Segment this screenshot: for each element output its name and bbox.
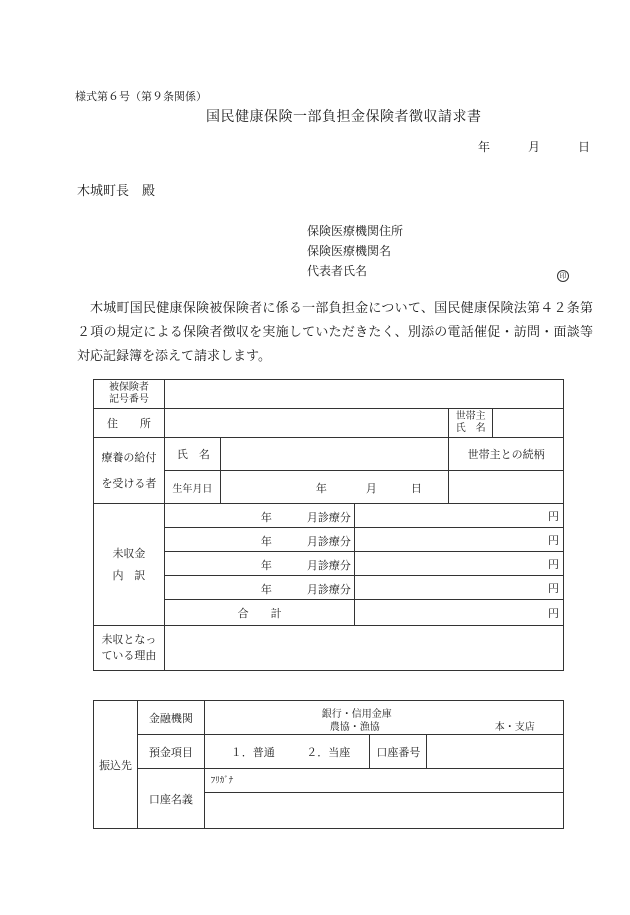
applicant-name-label: 保険医療機関名 xyxy=(307,244,392,258)
account-holder-label: 口座名義 xyxy=(137,769,204,829)
addressee: 木城町長 殿 xyxy=(77,184,156,199)
patient-name-field[interactable] xyxy=(220,438,448,471)
relation-label: 世帯主との続柄 xyxy=(449,438,564,471)
householder-field[interactable] xyxy=(493,409,564,438)
unpaid-amount-1[interactable]: 円 xyxy=(355,504,564,528)
birthdate-field[interactable]: 年 月 日 xyxy=(220,471,448,504)
unpaid-period-4[interactable]: 年 月診療分 xyxy=(164,576,355,600)
unpaid-amount-4[interactable]: 円 xyxy=(355,576,564,600)
address-field[interactable] xyxy=(164,409,448,438)
transfer-destination-label: 振込先 xyxy=(94,701,138,829)
account-number-field[interactable] xyxy=(427,735,564,769)
document-title: 国民健康保険一部負担金保険者徴収請求書 xyxy=(206,109,482,125)
unpaid-period-1[interactable]: 年 月診療分 xyxy=(164,504,355,528)
unpaid-amount-3[interactable]: 円 xyxy=(355,552,564,576)
furigana-field[interactable]: ﾌﾘｶﾞﾅ xyxy=(204,769,563,793)
address-label: 住 所 xyxy=(94,409,165,438)
date-day: 日 xyxy=(578,140,591,154)
request-body-text: 木城町国民健康保険被保険者に係る一部負担金について、国民健康保険法第４２条第２項の規定による保険者徴収を実施していただきたく、別添の電話催促・訪問・面談等対応記録簿を添えて請求します。 xyxy=(77,301,593,364)
unpaid-breakdown-label: 未収金 内 訳 xyxy=(94,504,165,626)
total-label: 合 計 xyxy=(164,600,355,626)
unpaid-period-3[interactable]: 年 月診療分 xyxy=(164,552,355,576)
deposit-type-label: 預金項目 xyxy=(137,735,204,769)
insured-number-label: 被保険者 記号番号 xyxy=(94,380,165,409)
deposit-type-options[interactable]: １．普通 ２．当座 xyxy=(204,735,370,769)
birthdate-label: 生年月日 xyxy=(164,471,220,504)
representative-label: 代表者氏名 xyxy=(307,264,368,278)
date-month: 月 xyxy=(528,140,541,154)
recipient-label: 療養の給付 を受ける者 xyxy=(94,438,165,504)
total-amount[interactable]: 円 xyxy=(355,600,564,626)
relation-field[interactable] xyxy=(449,471,564,504)
unpaid-reason-field[interactable] xyxy=(164,626,563,671)
account-holder-field[interactable] xyxy=(204,793,563,829)
account-number-label: 口座番号 xyxy=(370,735,427,769)
seal-mark: 印 xyxy=(557,263,569,282)
form-number: 様式第６号（第９条関係） xyxy=(75,90,207,103)
date-year: 年 xyxy=(478,140,491,154)
bank-transfer-table xyxy=(93,700,564,829)
insured-number-field[interactable] xyxy=(164,380,563,409)
householder-label: 世帯主 氏 名 xyxy=(449,409,493,438)
bank-field[interactable]: 銀行・信用金庫 農協・漁協 本・支店 xyxy=(204,701,563,735)
bank-label: 金融機関 xyxy=(137,701,204,735)
unpaid-period-2[interactable]: 年 月診療分 xyxy=(164,528,355,552)
applicant-address-label: 保険医療機関住所 xyxy=(307,224,404,238)
insured-info-table xyxy=(93,379,564,671)
patient-name-label: 氏 名 xyxy=(164,438,220,471)
unpaid-reason-label: 未収となっ ている理由 xyxy=(94,626,165,671)
unpaid-amount-2[interactable]: 円 xyxy=(355,528,564,552)
